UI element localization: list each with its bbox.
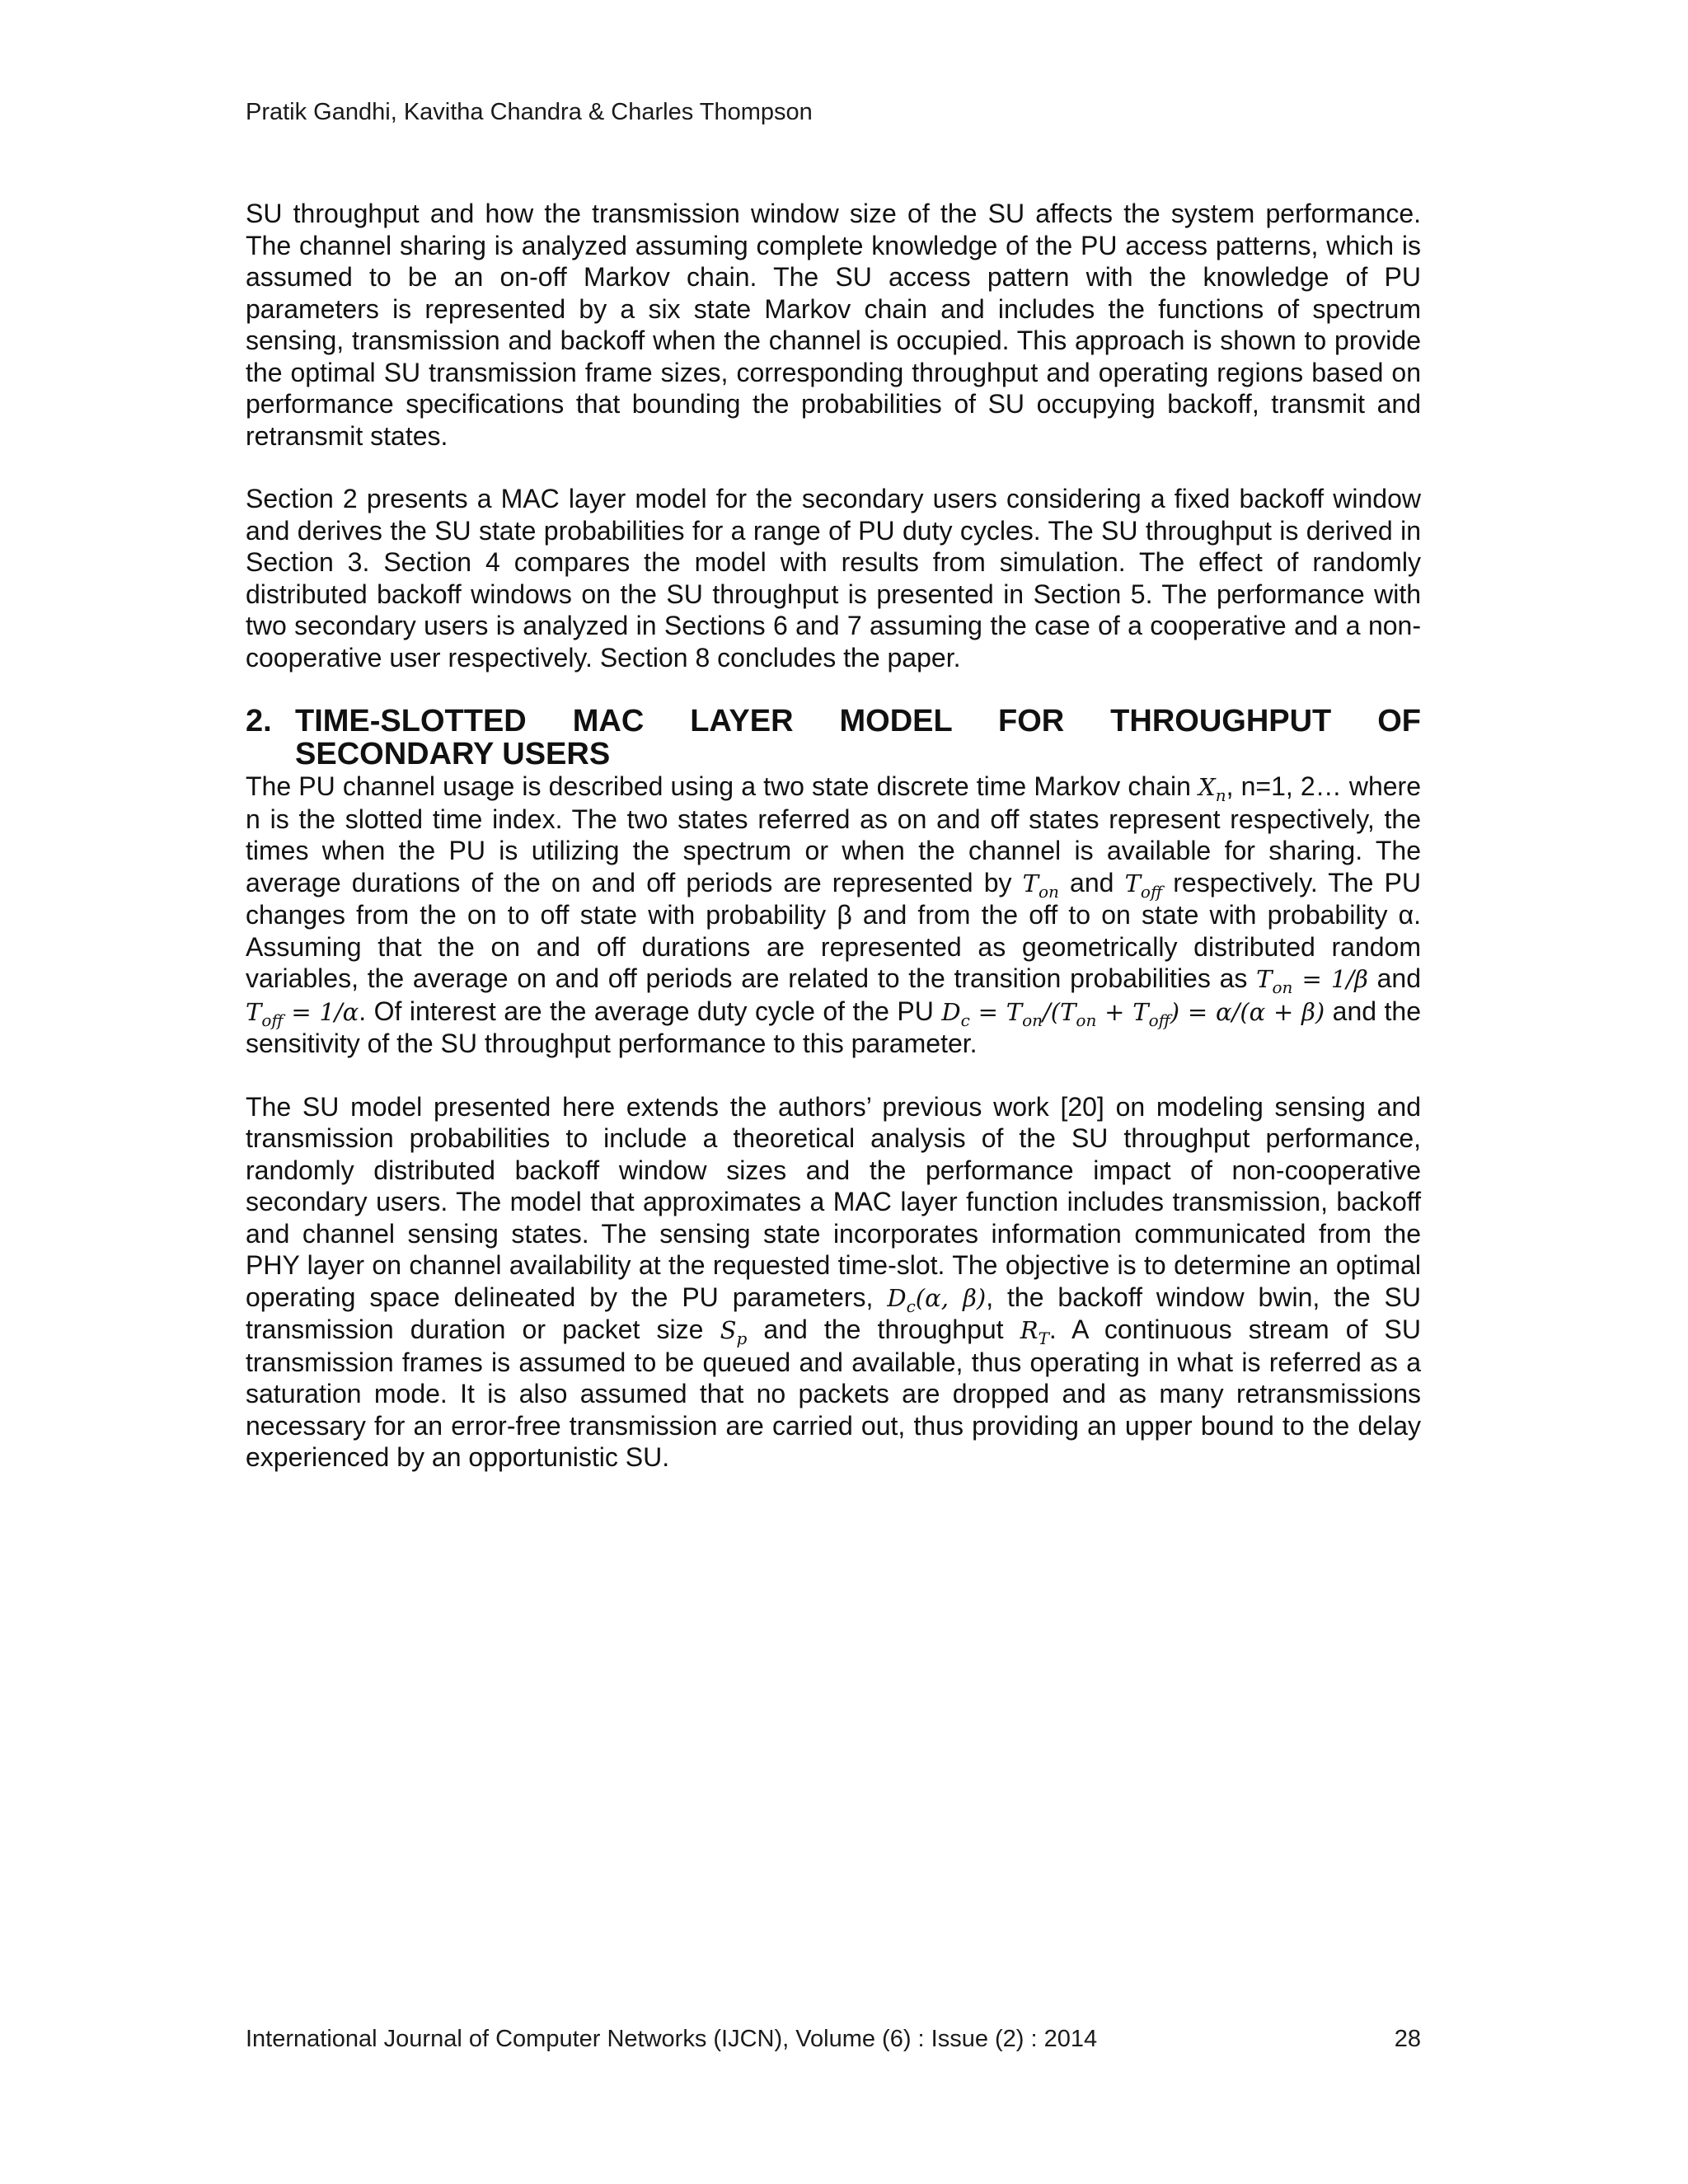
page-footer — [246, 2024, 1421, 2054]
math-ton-eq: $T_{on} = 1/\beta$ — [1256, 965, 1368, 997]
math-toff-eq: $T_{off} = 1/\alpha$ — [246, 997, 359, 1030]
page-body — [246, 198, 1421, 1474]
math-rt: $R_T$ — [1020, 1316, 1049, 1348]
math-duty-cycle: $D_c = T_{on}/(T_{on} + T_{off}) = \alpha/(\alpha + \beta)$ — [941, 997, 1325, 1030]
section-title-line2: SECONDARY USERS — [295, 737, 611, 771]
section-title-line1: TIME-SLOTTED MAC LAYER MODEL FOR THROUGHPUT OF — [295, 704, 1421, 738]
paragraph-su-model: The SU model presented here extends the authors’ previous work [20] on modeling sensing and transmission probabilities to include a theoretical analysis of the SU throughput performance, randomly distributed backoff window sizes and the performance impact of non-cooperative secondary users. The model that approximates a MAC layer function includes transmission, backoff and channel sensing states. The sensing state incorporates information communicated from the PHY layer on channel availability at the requested time-slot. The objective is to determine an optimal operating space delineated by the PU parameters, $D_c(\alpha$, β), the backoff window bwin, the SU transmission duration or packet size $S_p$ and the throughput $R_T$. A continuous stream of SU transmission frames is assumed to be queued and available, thus operating in what is referred as a saturation mode. It is also assumed that no packets are dropped and as many retransmissions necessary for an error-free transmission are carried out, thus providing an upper bound to the delay experienced by an opportunistic SU. — [246, 1091, 1422, 1472]
math-sp: $S_p$ — [720, 1316, 748, 1348]
journal-citation: International Journal of Computer Networks (IJCN), Volume (6) : Issue (2) : 2014 — [246, 2026, 1098, 2052]
running-header: Pratik Gandhi, Kavitha Chandra & Charles Thompson — [246, 99, 813, 125]
section-number: 2. — [246, 704, 272, 738]
math-ton: $T_{on}$ — [1022, 869, 1059, 902]
page-number: 28 — [1394, 2026, 1421, 2052]
math-xn: $X_n$ — [1198, 773, 1226, 805]
section-heading — [246, 705, 1421, 771]
paragraph-paper-outline: Section 2 presents a MAC layer model for the secondary users considering a fixed backoff window and derives the SU state probabilities for a range of PU duty cycles. The SU throughput is derived in Section 3. Section 4 compares the model with results from simulation. The effect of randomly distributed backoff windows on the SU throughput is presented in Section 5. The performance with two secondary users is analyzed in Sections 6 and 7 assuming the case of a cooperative and a non-cooperative user respectively. Section 8 concludes the paper. — [246, 484, 1421, 673]
paragraph-pu-markov-model: The PU channel usage is described using a two state discrete time Markov chain $X_n$, n=1, 2… where n is the slotted time index. The two states referred as on and off states represent respectively, the times when the PU is utilizing the spectrum or when the channel is available for sharing. The average durations of the on and off periods are represented by $T_{on}$ and $T_{off}$ respectively. The PU changes from the on to off state with probability β and from the off to on state with probability α. Assuming that the on and off durations are represented as geometrically distributed random variables, the average on and off periods are related to the transition probabilities as $T_{on} = 1/\beta$ and $T_{off} = 1/\alpha$. Of interest are the average duty cycle of the PU $D_c = T_{on}/(T_{on} + T_{off}) = \alpha/(\alpha + \beta)$ and the sensitivity of the SU throughput performance to this parameter. — [246, 771, 1422, 1058]
math-toff: $T_{off}$ — [1124, 869, 1163, 902]
paragraph-intro-continued: SU throughput and how the transmission window size of the SU affects the system performance. The channel sharing is analyzed assuming complete knowledge of the PU access patterns, which is assumed to be an on-off Markov chain. The SU access pattern with the knowledge of PU parameters is represented by a six state Markov chain and includes the functions of spectrum sensing, transmission and backoff when the channel is occupied. This approach is shown to provide the optimal SU transmission frame sizes, corresponding throughput and operating regions based on performance specifications that bounding the probabilities of SU occupying backoff, transmit and retransmit states. — [246, 199, 1421, 451]
section-title — [295, 705, 1421, 771]
math-dc-alpha-beta: $D_c(\alpha$, β) — [887, 1283, 987, 1316]
